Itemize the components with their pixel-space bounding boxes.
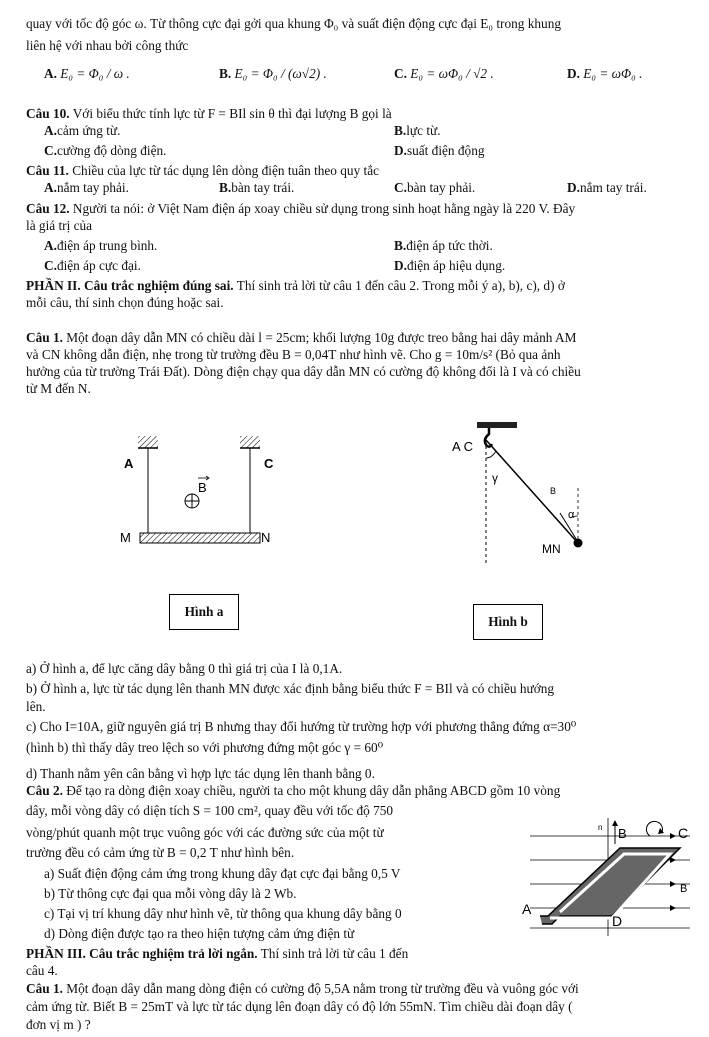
q9-option-c-formula: E₀ = ωΦ₀ / √2 . — [410, 66, 494, 81]
q12-options-row1 — [0, 238, 709, 254]
q10-text: Với biểu thức tính lực từ F = BIl sin θ thì đại lượng B gọi là — [72, 106, 392, 121]
q10-option-b: lực từ. — [406, 123, 441, 138]
label-ac: A C — [452, 439, 473, 454]
p2q2-statement-d: d) Dòng điện được tạo ra theo hiện tượng cảm ứng điện từ — [44, 926, 355, 941]
p2q1-text-1: Một đoạn dây dẫn MN có chiều dài l = 25cm; khối lượng 10g được treo bằng hai dây mảnh AM — [66, 330, 577, 345]
q10-stem — [26, 106, 392, 122]
q9-options — [0, 66, 709, 86]
part3-instruction-2: câu 4. — [26, 963, 58, 978]
q12-option-b: điện áp tức thời. — [406, 238, 493, 253]
q11-options — [0, 180, 709, 196]
gamma-arc — [486, 451, 496, 458]
ceiling-hatch-right — [240, 436, 260, 448]
p3q1-number: Câu 1. — [26, 981, 63, 996]
q11-option-a: nắm tay phải. — [56, 180, 129, 195]
label-gamma: γ — [492, 471, 498, 485]
ceiling-hatch-left — [138, 436, 158, 448]
label-b-field: B — [680, 883, 688, 895]
p3q1-line-3: đơn vị m ) ? — [26, 1017, 91, 1032]
q11-option-d-letter: D. — [567, 180, 580, 195]
q11-option-c: bàn tay phải. — [406, 180, 476, 195]
q11-number: Câu 11. — [26, 163, 69, 178]
rod-mn — [140, 533, 260, 543]
label-b: B — [550, 486, 557, 496]
p2q2-statement-a: a) Suất điện động cảm ứng trong khung dây đạt cực đại bằng 0,5 V — [44, 866, 401, 881]
p2q1-statement-b-2: lên. — [26, 699, 46, 714]
p3q1-line-1 — [26, 981, 579, 997]
q10-options-row2 — [0, 143, 709, 159]
q10-option-b-letter: B. — [394, 123, 407, 138]
q11-option-a-letter: A. — [44, 180, 57, 195]
q9-option-a-formula: E₀ = Φ₀ / ω . — [60, 66, 130, 81]
q12-option-b-letter: B. — [394, 238, 407, 253]
rotation-arrowhead-icon — [658, 828, 664, 834]
part2-instruction-2: mỗi câu, thí sinh chọn đúng hoặc sai. — [26, 295, 224, 310]
q12-stem-1 — [26, 201, 575, 217]
p2q2-line-4: trường đều có cảm ứng từ B = 0,2 T như hình bên. — [26, 845, 295, 860]
label-d-corner: D — [612, 913, 623, 929]
q11-stem — [26, 163, 379, 179]
label-b-corner: B — [618, 826, 627, 841]
p2q2-statement-b: b) Từ thông cực đại qua mỗi vòng dây là 2 Wb. — [44, 886, 297, 901]
field-arrows — [670, 833, 676, 911]
label-a-corner: A — [522, 901, 532, 917]
q9-option-c-letter: C. — [394, 66, 407, 81]
part3-heading-line — [26, 946, 408, 962]
part3-instruction-1: Thí sinh trả lời từ câu 1 đến — [260, 946, 409, 961]
q10-option-d-letter: D. — [394, 143, 407, 158]
q12-text-1: Người ta nói: ở Việt Nam điện áp xoay chiều sử dụng trong sinh hoạt hằng ngày là 220 V. Đây — [72, 201, 576, 216]
q12-options-row2 — [0, 258, 709, 274]
part2-instruction-1: Thí sinh trả lời từ câu 1 đến câu 2. Trong mỗi ý a), b), c), d) ở — [236, 278, 565, 293]
label-b-vector: B — [198, 480, 207, 495]
q12-option-d-letter: D. — [394, 258, 407, 273]
q9-option-b-formula: E₀ = Φ₀ / (ω√2) . — [234, 66, 327, 81]
p2q2-line-2: dây, mỗi vòng dây có diện tích S = 100 cm², quay đều với tốc độ 750 — [26, 803, 394, 818]
p2q1-statement-d: d) Thanh nằm yên cân bằng vì hợp lực tác dụng lên thanh bằng 0. — [26, 766, 375, 781]
p2q1-line-1 — [26, 330, 576, 346]
q10-option-d: suất điện động — [406, 143, 485, 158]
tilted-wire — [486, 440, 578, 543]
part2-heading-line — [26, 278, 565, 294]
q11-option-b-letter: B. — [219, 180, 232, 195]
q12-number: Câu 12. — [26, 201, 70, 216]
q10-number: Câu 10. — [26, 106, 70, 121]
p2q2-number: Câu 2. — [26, 783, 63, 798]
q11-option-d: nắm tay trái. — [579, 180, 647, 195]
figure-coil — [520, 818, 695, 938]
q9-option-d-letter: D. — [567, 66, 580, 81]
part3-heading: PHẦN III. Câu trắc nghiệm trả lời ngắn. — [26, 946, 258, 961]
q12-option-d: điện áp hiệu dụng. — [406, 258, 506, 273]
label-mn: MN — [542, 542, 561, 556]
q11-option-b: bàn tay trái. — [231, 180, 295, 195]
q12-stem-2: là giá trị của — [26, 218, 93, 233]
label-m: M — [120, 530, 131, 545]
q12-option-a-letter: A. — [44, 238, 57, 253]
p2q2-text-1: Để tạo ra dòng điện xoay chiều, người ta cho một khung dây dẫn phẳng ABCD gồm 10 vòng — [66, 783, 561, 798]
p2q1-line-3: hưởng của từ trường Trái Đất). Dòng điện chạy qua dây dẫn MN có cường độ không đổi là I và có chiều — [26, 364, 581, 379]
p2q1-statement-c-2: (hình b) thì thấy dây treo lệch so với phương đứng một góc γ = 60⁰ — [26, 740, 384, 755]
p3q1-text-1: Một đoạn dây dẫn mang dòng điện có cường độ 5,5A nằm trong từ trường đều và vuông góc với — [66, 981, 579, 996]
p2q1-statement-a: a) Ở hình a, để lực căng dây bằng 0 thì giá trị của I là 0,1A. — [26, 661, 343, 676]
p2q1-number: Câu 1. — [26, 330, 63, 345]
label-alpha: α — [568, 509, 575, 521]
q10-option-a: cảm ứng từ. — [56, 123, 121, 138]
q9-option-d-formula: E₀ = ωΦ₀ . — [583, 66, 643, 81]
p2q2-statement-c: c) Tại vị trí khung dây như hình vẽ, từ thông qua khung dây bằng 0 — [44, 906, 402, 921]
support-bar — [477, 422, 517, 428]
p3q1-line-2: cảm ứng từ. Biết B = 25mT và lực từ tác dụng lên đoạn dây có độ lớn 55mN. Tìm chiều dài đoạn dây ( — [26, 999, 573, 1014]
q11-option-c-letter: C. — [394, 180, 407, 195]
q9-option-b-letter: B. — [219, 66, 232, 81]
q11-text: Chiều của lực từ tác dụng lên dòng điện tuân theo quy tắc — [72, 163, 380, 178]
p2q1-statement-c-1: c) Cho I=10A, giữ nguyên giá trị B nhưng thay đổi hướng từ trường hợp với phương thẳng đứng α=30⁰ — [26, 719, 577, 734]
label-c: C — [264, 456, 274, 471]
q10-options-row1 — [0, 123, 709, 139]
q10-option-c-letter: C. — [44, 143, 57, 158]
caption-hinh-b: Hình b — [473, 604, 543, 640]
caption-hinh-a: Hình a — [169, 594, 239, 630]
p2q2-line-1 — [26, 783, 560, 799]
p2q1-line-2: và CN không dẫn điện, nhẹ trong từ trường đều B = 0,04T như hình vẽ. Cho g = 10m/s² (Bỏ qua ảnh — [26, 347, 561, 362]
q10-option-c: cường độ dòng điện. — [56, 143, 167, 158]
p2q1-statement-b-1: b) Ở hình a, lực từ tác dụng lên thanh MN được xác định bằng biểu thức F = BIl và có chiều hướng — [26, 681, 555, 696]
figure-b — [430, 418, 600, 568]
figure-a — [100, 430, 300, 560]
q12-option-c-letter: C. — [44, 258, 57, 273]
intro-line-2: liên hệ với nhau bởi công thức — [26, 38, 189, 53]
label-c-corner: C — [678, 825, 689, 841]
q10-option-a-letter: A. — [44, 123, 57, 138]
label-n: N — [261, 530, 271, 545]
q9-option-a-letter: A. — [44, 66, 57, 81]
intro-line-1: quay với tốc độ góc ω. Từ thông cực đại gởi qua khung Φ₀ và suất điện động cực đại E₀ trong khung — [26, 16, 561, 31]
part2-heading: PHẦN II. Câu trắc nghiệm đúng sai. — [26, 278, 234, 293]
q12-option-a: điện áp trung bình. — [56, 238, 158, 253]
p2q1-line-4: từ M đến N. — [26, 381, 91, 396]
rod-cross-section — [574, 539, 583, 548]
p2q2-line-3: vòng/phút quanh một trục vuông góc với các đường sức của một từ — [26, 825, 384, 840]
label-n: n — [598, 823, 603, 832]
magnetic-field-into-page-icon — [185, 494, 199, 508]
q12-option-c: điện áp cực đại. — [56, 258, 141, 273]
label-a: A — [124, 456, 134, 471]
